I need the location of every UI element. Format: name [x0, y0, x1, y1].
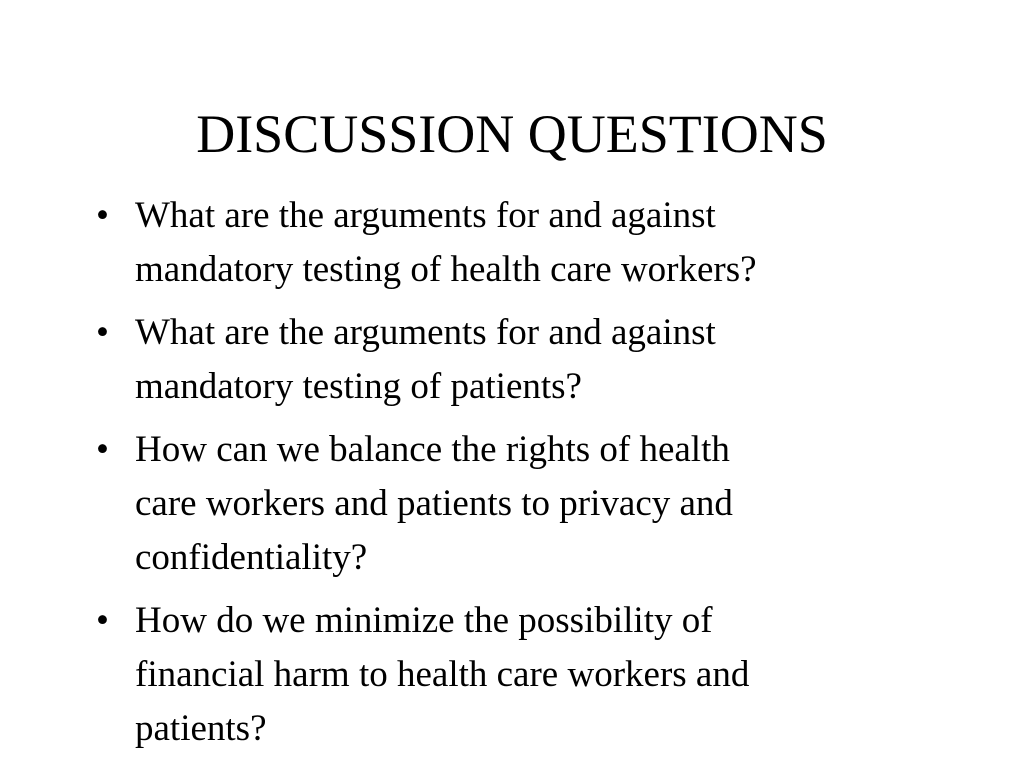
bullet-text-1: What are the arguments for and against mandatory testing of health care workers? [135, 195, 757, 290]
bullet-item-4 [96, 594, 916, 756]
bullet-dot-icon: • [96, 195, 109, 236]
bullet-dot-icon: • [96, 312, 109, 353]
bullet-item-1 [96, 189, 916, 297]
bullet-list [96, 189, 916, 765]
bullet-dot-icon: • [96, 429, 109, 470]
bullet-text-3: How can we balance the rights of health care workers and patients to privacy and confidentiality? [135, 429, 733, 578]
bullet-text-2: What are the arguments for and against mandatory testing of patients? [135, 312, 716, 407]
bullet-dot-icon: • [96, 600, 109, 641]
bullet-item-2 [96, 306, 916, 414]
bullet-item-3 [96, 423, 916, 585]
slide-title: DISCUSSION QUESTIONS [196, 104, 828, 164]
bullet-text-4: How do we minimize the possibility of financial harm to health care workers and patients? [135, 600, 750, 749]
